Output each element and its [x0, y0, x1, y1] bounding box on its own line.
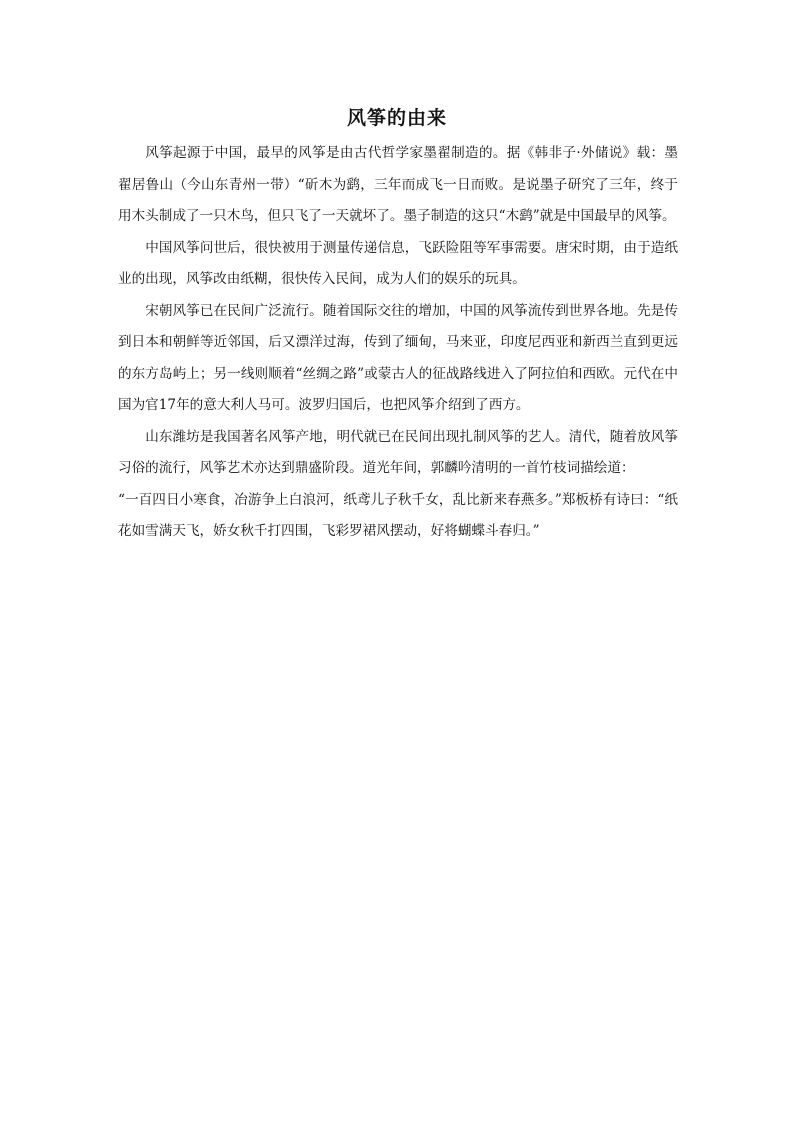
page-title: 风筝的由来 — [346, 107, 447, 129]
paragraph-origin: 风筝起源于中国，最早的风筝是由古代哲学家墨翟制造的。据《韩非子·外储说》载：墨翟居鲁山（今山东青州一带）“斫木为鹞，三年而成飞一日而败。是说墨子研究了三年，终于用木头制成了一只木鸟，但只飞了一天就坏了。墨子制造的这只“木鹞”就是中国最早的风筝。 — [118, 145, 678, 224]
article-body — [118, 138, 678, 548]
paragraph-weifang: 山东潍坊是我国著名风筝产地，明代就已在民间出现扎制风筝的艺人。清代，随着放风筝习俗的流行，风筝艺术亦达到鼎盛阶段。道光年间，郭麟吟清明的一首竹枝词描绘道： — [118, 428, 678, 476]
paragraph-poems: “一百四日小寒食，冶游争上白浪河，纸鸢儿子秋千女，乱比新来春燕多。”郑板桥有诗曰：“纸花如雪满天飞，娇女秋千打四围，飞彩罗裙风摆动，好将蝴蝶斗春归。” — [118, 491, 678, 539]
paragraph-military-use: 中国风筝问世后，很快被用于测量传递信息，飞跃险阻等军事需要。唐宋时期，由于造纸业的出现，风筝改由纸糊，很快传入民间，成为人们的娱乐的玩具。 — [118, 239, 678, 287]
paragraph-spread-abroad: 宋朝风筝已在民间广泛流行。随着国际交往的增加，中国的风筝流传到世界各地。先是传到日本和朝鲜等近邻国，后又漂洋过海，传到了缅甸，马来亚，印度尼西亚和新西兰直到更远的东方岛屿上；另一线则顺着“丝绸之路”或蒙古人的征战路线进入了阿拉伯和西欧。元代在中国为官17年的意大利人马可。波罗归国后，也把风筝介绍到了西方。 — [118, 302, 678, 413]
